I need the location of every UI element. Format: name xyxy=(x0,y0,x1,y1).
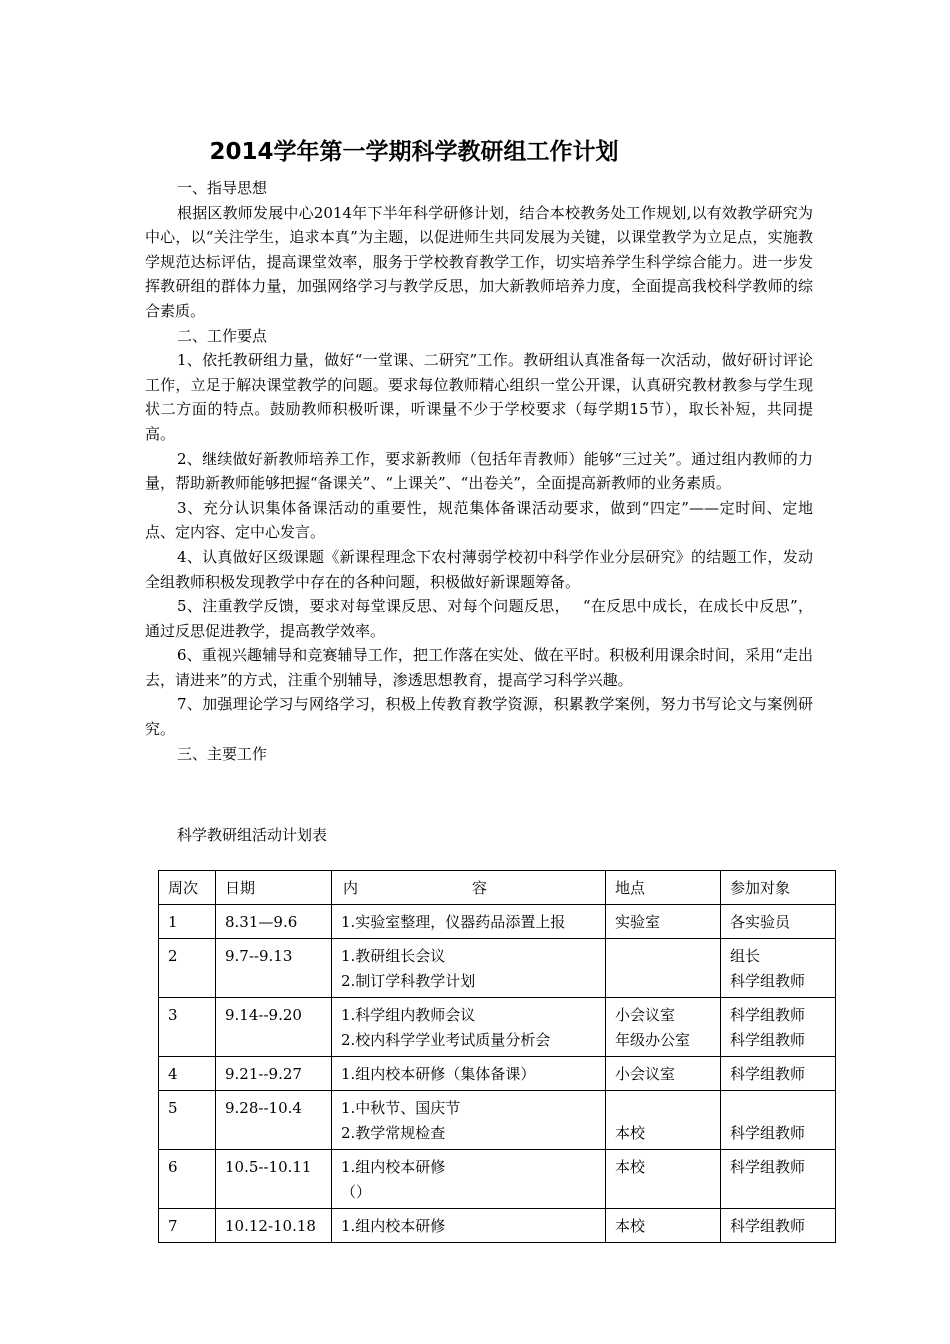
place-line: 年级办公室 xyxy=(615,1031,691,1049)
cell-date: 8.31—9.6 xyxy=(216,905,332,939)
cell-week: 6 xyxy=(159,1150,216,1209)
participant-line: 科学组教师 xyxy=(730,1124,806,1142)
cell-place xyxy=(606,939,721,998)
activity-plan-table xyxy=(158,870,836,1243)
cell-participants xyxy=(721,1209,836,1243)
cell-week: 3 xyxy=(159,998,216,1057)
table-row xyxy=(159,905,836,939)
cell-place xyxy=(606,1150,721,1209)
cell-participants xyxy=(721,1091,836,1150)
cell-content xyxy=(332,998,606,1057)
paragraph-point-7: 7、加强理论学习与网络学习，积极上传教育教学资源，积累教学案例，努力书写论文与案例研究。 xyxy=(145,695,813,739)
content-line: 1.组内校本研修 xyxy=(341,1217,446,1235)
place-line xyxy=(615,1096,712,1121)
paragraph-point-5: 5、注重教学反馈，要求对每堂课反思、对每个问题反思， “在反思中成长，在成长中反思”，通过反思促进教学，提高教学效率。 xyxy=(145,597,813,640)
cell-place xyxy=(606,998,721,1057)
cell-place xyxy=(606,905,721,939)
cell-date: 9.7--9.13 xyxy=(216,939,332,998)
header-place: 地点 xyxy=(606,871,721,905)
content-line: 2.校内科学学业考试质量分析会 xyxy=(341,1031,551,1049)
cell-date: 9.28--10.4 xyxy=(216,1091,332,1150)
place-line: 小会议室 xyxy=(615,1006,676,1024)
cell-participants xyxy=(721,905,836,939)
place-line: 本校 xyxy=(615,1158,646,1176)
cell-date: 10.5--10.11 xyxy=(216,1150,332,1209)
table-row xyxy=(159,1057,836,1091)
section-heading-main-work: 三、主要工作 xyxy=(177,744,268,763)
content-line: 2.制订学科教学计划 xyxy=(341,972,476,990)
content-line: 1.中秋节、国庆节 xyxy=(341,1099,461,1117)
cell-date: 9.21--9.27 xyxy=(216,1057,332,1091)
cell-content xyxy=(332,905,606,939)
table-row xyxy=(159,1091,836,1150)
content-line: （） xyxy=(341,1183,372,1201)
table-row xyxy=(159,1150,836,1209)
cell-place xyxy=(606,1057,721,1091)
document-body xyxy=(145,176,813,766)
paragraph-point-3: 3、充分认识集体备课活动的重要性，规范集体备课活动要求，做到“四定”——定时间、定地点、定内容、定中心发言。 xyxy=(145,498,813,542)
cell-place xyxy=(606,1209,721,1243)
paragraph-point-6: 6、重视兴趣辅导和竞赛辅导工作，把工作落在实处、做在平时。积极利用课余时间，采用“走出去，请进来”的方式，注重个别辅导，渗透思想教育，提高学习科学兴趣。 xyxy=(145,646,813,689)
cell-week: 4 xyxy=(159,1057,216,1091)
header-content-part-2: 容 xyxy=(471,879,487,897)
participant-line: 科学组教师 xyxy=(730,1006,806,1024)
header-participants: 参加对象 xyxy=(721,871,836,905)
cell-week: 5 xyxy=(159,1091,216,1150)
content-line: 1.组内校本研修（集体备课） xyxy=(341,1065,536,1083)
participant-line: 科学组教师 xyxy=(730,972,806,990)
participant-line: 科学组教师 xyxy=(730,1158,806,1176)
header-content xyxy=(332,871,606,905)
participant-line: 科学组教师 xyxy=(730,1065,806,1083)
paragraph-point-4: 4、认真做好区级课题《新课程理念下农村薄弱学校初中科学作业分层研究》的结题工作，发动全组教师积极发现教学中存在的各种问题，积极做好新课题筹备。 xyxy=(145,547,813,591)
content-line: 1.实验室整理，仪器药品添置上报 xyxy=(341,913,566,931)
table-row xyxy=(159,998,836,1057)
content-line: 2.教学常规检查 xyxy=(341,1124,446,1142)
cell-content xyxy=(332,1209,606,1243)
document-title: 2014学年第一学期科学教研组工作计划 xyxy=(209,139,619,165)
content-line: 1.科学组内教师会议 xyxy=(341,1006,476,1024)
place-line: 实验室 xyxy=(615,913,661,931)
cell-date: 10.12-10.18 xyxy=(216,1209,332,1243)
participant-line: 科学组教师 xyxy=(730,1217,806,1235)
cell-content xyxy=(332,1057,606,1091)
cell-participants xyxy=(721,1150,836,1209)
section-heading-guiding-idea: 一、指导思想 xyxy=(177,179,268,197)
place-line: 本校 xyxy=(615,1124,646,1142)
participant-line: 科学组教师 xyxy=(730,1031,806,1049)
place-line: 本校 xyxy=(615,1217,646,1235)
header-week: 周次 xyxy=(159,871,216,905)
cell-participants xyxy=(721,939,836,998)
cell-week: 7 xyxy=(159,1209,216,1243)
header-date: 日期 xyxy=(216,871,332,905)
cell-week: 1 xyxy=(159,905,216,939)
table-caption: 科学教研组活动计划表 xyxy=(177,826,328,844)
participant-line: 各实验员 xyxy=(730,913,791,931)
section-heading-key-points: 二、工作要点 xyxy=(177,326,268,345)
table-row xyxy=(159,939,836,998)
cell-participants xyxy=(721,998,836,1057)
paragraph-point-2: 2、继续做好新教师培养工作，要求新教师（包括年青教师）能够“三过关”。通过组内教师的力量，帮助新教师能够把握“备课关”、“上课关”、“出卷关”，全面提高新教师的业务素质。 xyxy=(145,449,813,493)
cell-content xyxy=(332,1091,606,1150)
participant-line xyxy=(730,1096,827,1121)
table-row xyxy=(159,1209,836,1243)
cell-place xyxy=(606,1091,721,1150)
cell-content xyxy=(332,939,606,998)
content-line: 1.教研组长会议 xyxy=(341,947,446,965)
cell-content xyxy=(332,1150,606,1209)
paragraph-guiding-idea: 根据区教师发展中心2014年下半年科学研修计划，结合本校教务处工作规划,以有效教学研究为中心，以“关注学生，追求本真”为主题，以促进师生共同发展为关键，以课堂教学为立足点，实施教学规范达标评估，提高课堂效率，服务于学校教育教学工作，切实培养学生科学综合能力。进一步发挥教研组的群体力量，加强网络学习与教学反思，加大新教师培养力度，全面提高我校科学教师的综合素质。 xyxy=(145,203,813,320)
paragraph-point-1: 1、依托教研组力量，做好“一堂课、二研究”工作。教研组认真准备每一次活动，做好研讨评论工作，立足于解决课堂教学的问题。要求每位教师精心组织一堂公开课，认真研究教材教参与学生现状二方面的特点。鼓励教师积极听课，听课量不少于学校要求（每学期15节），取长补短，共同提高。 xyxy=(145,351,813,443)
cell-participants xyxy=(721,1057,836,1091)
cell-date: 9.14--9.20 xyxy=(216,998,332,1057)
participant-line: 组长 xyxy=(730,947,761,965)
cell-week: 2 xyxy=(159,939,216,998)
header-content-part-1: 内 xyxy=(343,879,359,897)
table-header-row xyxy=(159,871,836,905)
place-line: 小会议室 xyxy=(615,1065,676,1083)
content-line: 1.组内校本研修 xyxy=(341,1158,446,1176)
